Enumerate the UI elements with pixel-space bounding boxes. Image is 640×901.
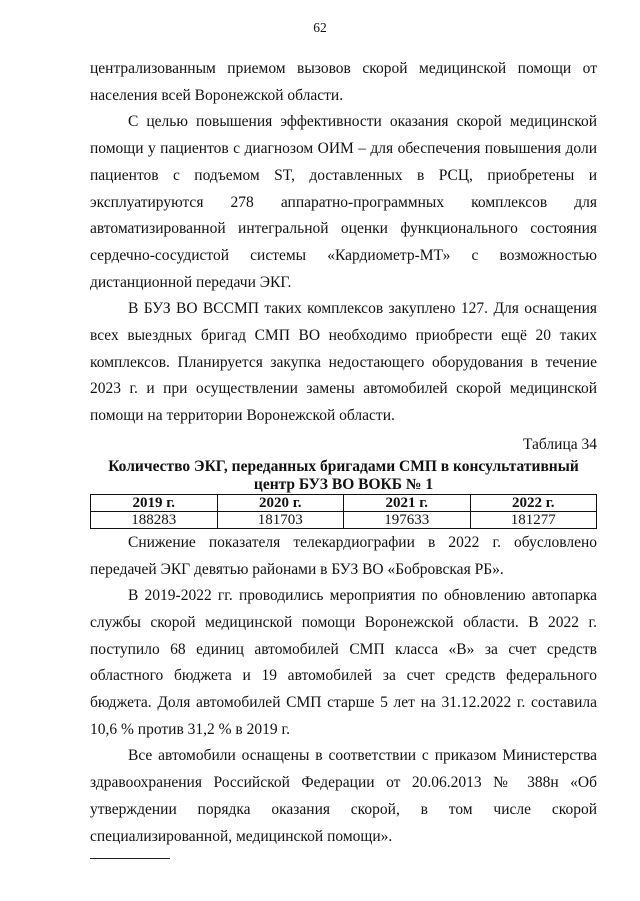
paragraph-ecg-equipment: С целью повышения эффективности оказания скорой медицинской помощи у пациентов с диагнозом ОИМ – для обеспечения повышения доли пациентов с подъемом ST, доставленных в РСЦ, приобретены и эксплуатируются 278 аппаратно-программных комплексов для автоматизированной интегральной оценки функционального состояния сердечно-сосудистой системы «Кардиометр-МТ» с возможностью дистанционной передачи ЭКГ. <box>90 113 597 291</box>
table-cell: 181703 <box>217 511 344 528</box>
table-header-cell: 2019 г. <box>91 494 218 511</box>
table-header-cell: 2020 г. <box>217 494 344 511</box>
paragraph-purchase-plan: В БУЗ ВО ВССМП таких комплексов закуплено 127. Для оснащения всех выездных бригад СМП ВО необходимо приобрести ещё 20 таких комплексов. Планируется закупка недостающего оборудования в течение 2023 г. и при осуществлении замены автомобилей скорой медицинской помощи на территории Воронежской области. <box>90 300 597 425</box>
table-label: Таблица 34 <box>522 435 597 453</box>
paragraph-telecardiography: Снижение показателя телекардиографии в 2022 г. обусловлено передачей ЭКГ девятью районами в БУЗ ВО «Бобровская РБ». <box>90 533 597 578</box>
page-number: 62 <box>313 20 327 35</box>
table-row <box>91 511 597 528</box>
table-title: Количество ЭКГ, переданных бригадами СМП в консультативный центр БУЗ ВО ВОКБ № 1 <box>108 457 579 493</box>
paragraph-continuation: централизованным приемом вызовов скорой медицинской помощи от населения всей Воронежской области. <box>90 60 597 104</box>
table-header-cell: 2022 г. <box>470 494 597 511</box>
table-header-row <box>91 494 597 511</box>
table-header-cell: 2021 г. <box>344 494 471 511</box>
paragraph-fleet-renewal: В 2019-2022 гг. проводились мероприятия по обновлению автопарка службы скорой медицинской помощи Воронежской области. В 2022 г. поступило 68 единиц автомобилей СМП класса «В» за счет средств областного бюджета и 19 автомобилей за счет средств федерального бюджета. Доля автомобилей СМП старше 5 лет на 31.12.2022 г. составила 10,6 % против 31,2 % в 2019 г. <box>90 587 597 738</box>
paragraph-equipment-order: Все автомобили оснащены в соответствии с приказом Министерства здравоохранения Российской Федерации от 20.06.2013 № 388н «Об утверждении порядка оказания скорой, в том числе скорой специализированной, медицинской помощи». <box>90 747 597 845</box>
table-cell: 197633 <box>344 511 471 528</box>
table-cell: 181277 <box>470 511 597 528</box>
ecg-table <box>90 494 597 529</box>
footnote-separator <box>90 858 170 859</box>
table-cell: 188283 <box>91 511 218 528</box>
document-body <box>90 56 597 850</box>
